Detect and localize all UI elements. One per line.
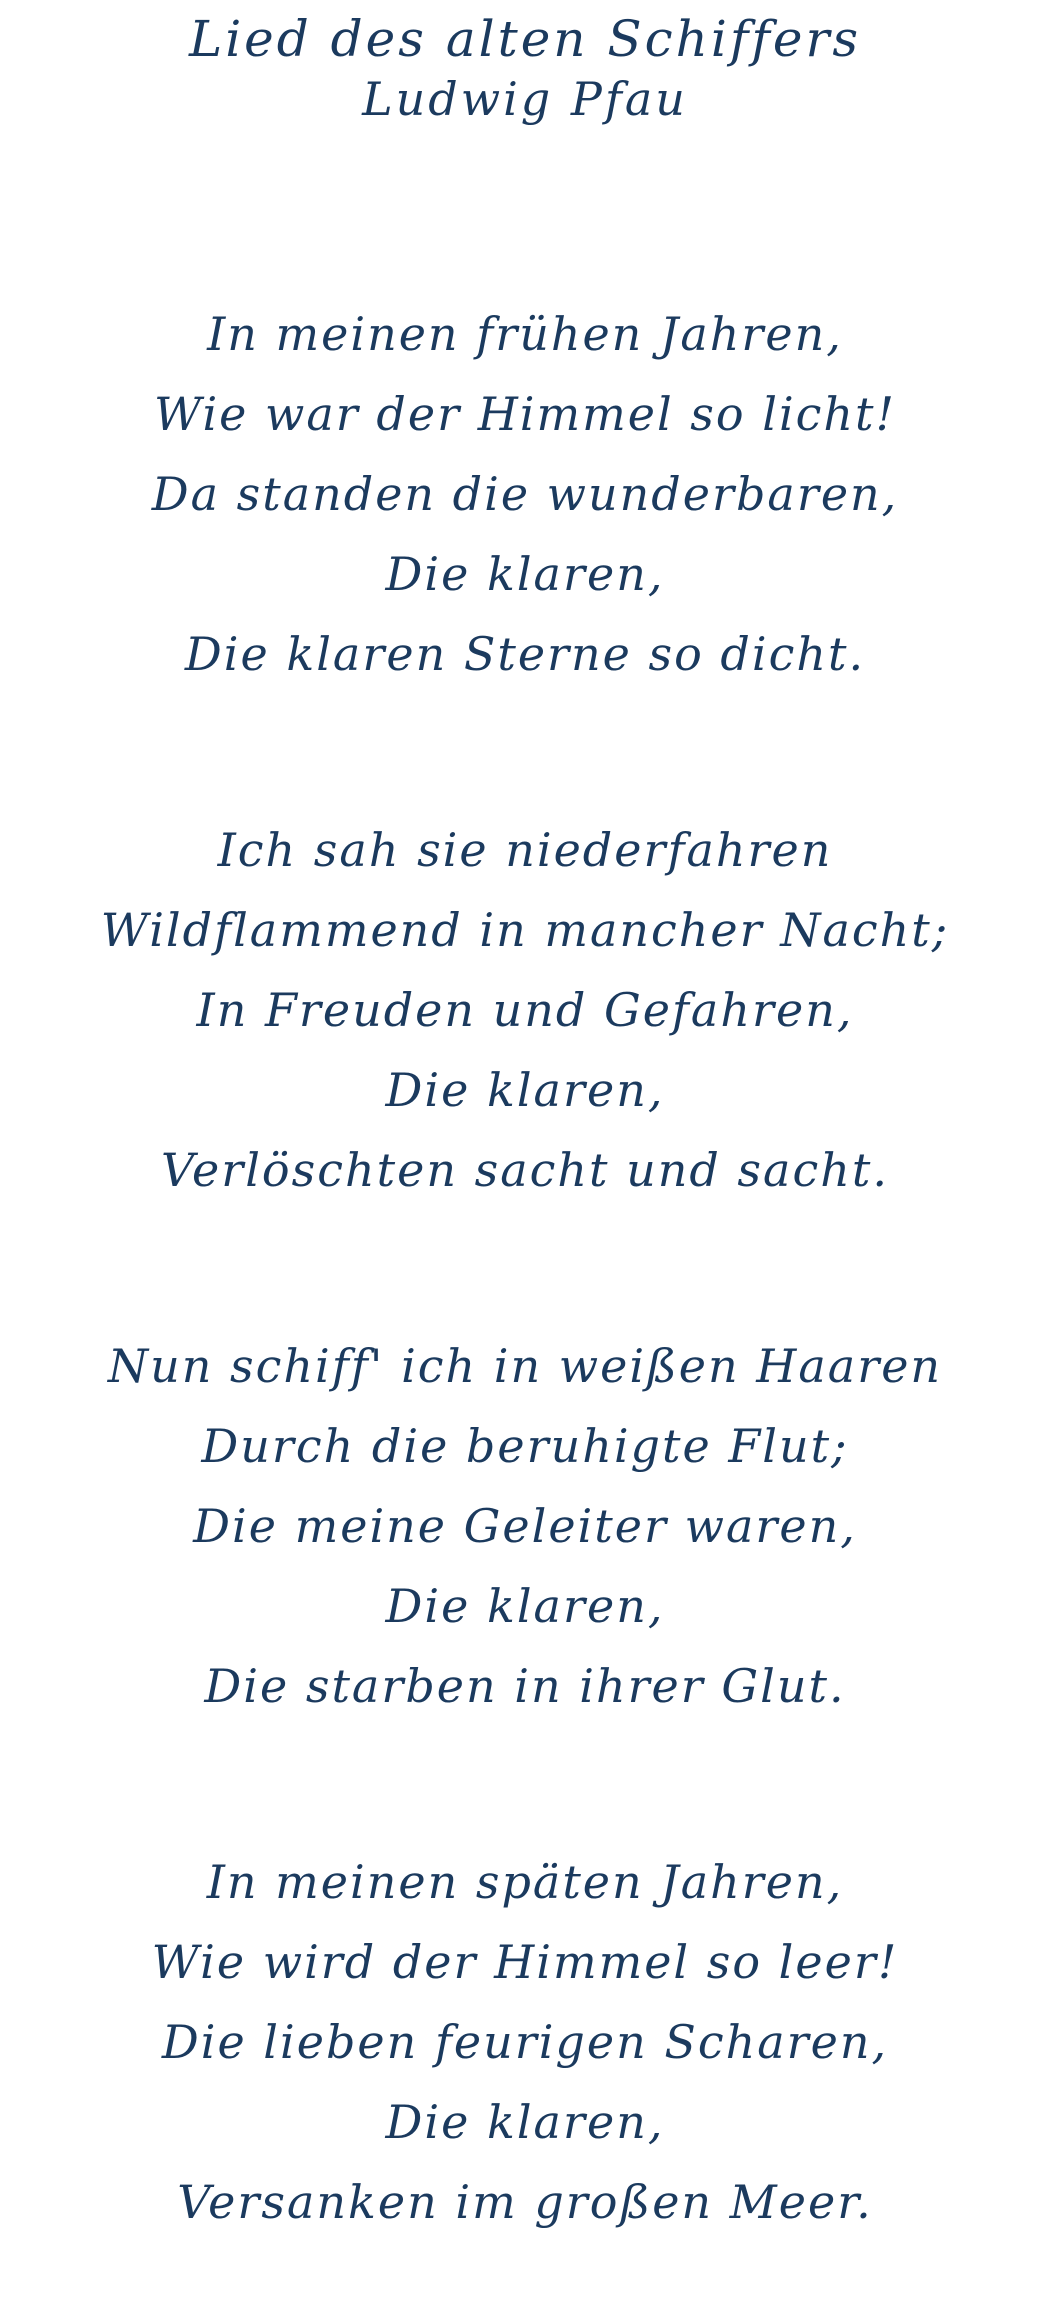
poem-line: Wie war der Himmel so licht!	[153, 387, 897, 441]
stanza-3	[0, 1326, 1050, 1726]
poem-line: Die klaren Sterne so dicht.	[184, 627, 866, 681]
stanza-1	[0, 294, 1050, 694]
poem-header	[0, 0, 1050, 128]
poem-author: Ludwig Pfau	[362, 72, 688, 126]
poem-line: Wildflammend in mancher Nacht;	[100, 903, 950, 957]
poem-line: Durch die beruhigte Flut;	[201, 1419, 849, 1473]
poem-line: Die klaren,	[385, 1579, 665, 1633]
poem-title: Lied des alten Schiffers	[188, 10, 862, 68]
poem-line: Versanken im großen Meer.	[177, 2175, 873, 2229]
poem-line: Die klaren,	[385, 2095, 665, 2149]
stanza-4	[0, 1842, 1050, 2242]
poem-line: Nun schiff' ich in weißen Haaren	[107, 1339, 943, 1393]
poem-line: Da standen die wunderbaren,	[151, 467, 899, 521]
poem-line: Ich sah sie niederfahren	[217, 823, 833, 877]
stanza-2	[0, 810, 1050, 1210]
poem-line: Die lieben feurigen Scharen,	[161, 2015, 889, 2069]
poem-line: Die meine Geleiter waren,	[193, 1499, 857, 1553]
poem-line: Verlöschten sacht und sacht.	[161, 1143, 889, 1197]
poem-line: In meinen späten Jahren,	[206, 1855, 844, 1909]
poem-line: Die klaren,	[385, 1063, 665, 1117]
poem-line: In Freuden und Gefahren,	[196, 983, 854, 1037]
poem-line: Die starben in ihrer Glut.	[204, 1659, 846, 1713]
poem-line: Wie wird der Himmel so leer!	[151, 1935, 899, 1989]
poem-line: In meinen frühen Jahren,	[207, 307, 843, 361]
poem-line: Die klaren,	[385, 547, 665, 601]
